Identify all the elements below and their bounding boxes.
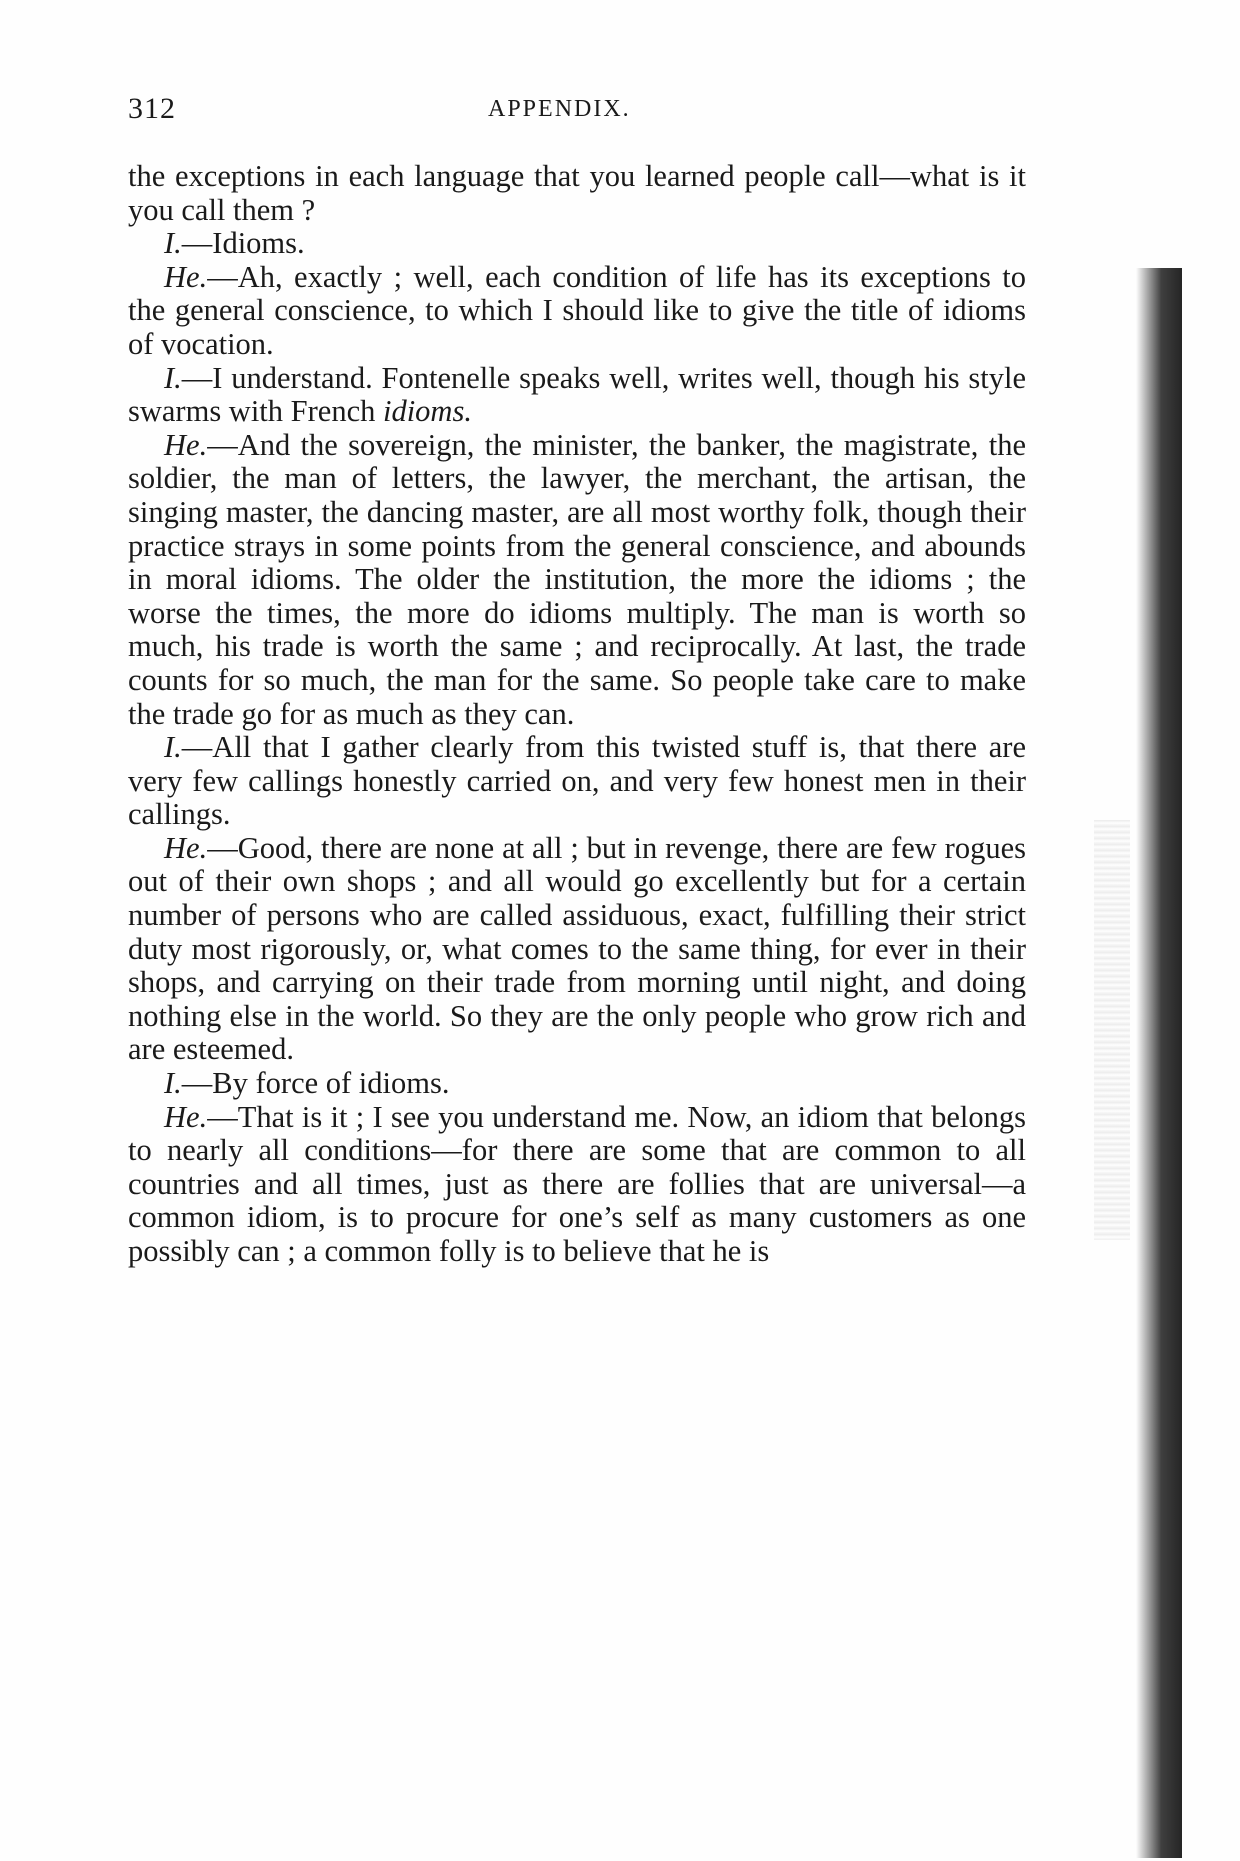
scan-shadow xyxy=(1094,820,1130,1240)
running-head xyxy=(128,92,1028,132)
speaker-label: He. xyxy=(164,427,208,462)
speaker-label: He. xyxy=(164,830,208,865)
body-text xyxy=(128,160,1026,1269)
paragraph-text: —And the sovereign, the minister, the banker, the magistrate, the soldier, the man of letters, the lawyer, the merchant, the artisan, the singing master, the dancing master, are all most worthy folk, though their practice strays in some points from the general conscience, and abounds in moral idioms. The older the institution, the more the idioms ; the worse the times, the more do idioms multiply. The man is worth so much, his trade is worth the same ; and reciprocally. At last, the trade counts for so much, the man for the same. So people take care to make the trade go for as much as they can. xyxy=(128,427,1026,731)
running-title: APPENDIX. xyxy=(488,96,631,122)
page-number: 312 xyxy=(128,92,176,125)
paragraph-text: —All that I gather clearly from this twisted stuff is, that there are very few callings honestly carried on, and very few honest men in their callings. xyxy=(128,730,1026,832)
speaker-label: He. xyxy=(164,259,208,294)
paragraph-text: —Good, there are none at all ; but in revenge, there are few rogues out of their own shops ; and all would go excellently but for a certain number of persons who are called assiduous, exact, fulfilling their strict duty most rigorously, or, what comes to the same thing, for ever in their shops, and carrying on their trade from morning until night, and doing nothing else in the world. So they are the only people who grow rich and are esteemed. xyxy=(128,830,1026,1067)
paragraph xyxy=(128,731,1026,832)
speaker-label: I. xyxy=(164,1066,182,1101)
paragraph xyxy=(128,832,1026,1067)
binding-edge-shadow xyxy=(1136,268,1182,1858)
speaker-label: I. xyxy=(164,360,182,395)
paragraph-text: —By force of idioms. xyxy=(181,1066,450,1101)
paragraph-text: —That is it ; I see you understand me. Now, an idiom that belongs to nearly all conditions—for there are some that are common to all countries and all times, just as there are follies that are universal—a common idiom, is to procure for one’s self as many customers as one possibly can ; a common folly is to believe that he is xyxy=(128,1099,1026,1268)
paragraph xyxy=(128,1101,1026,1269)
speaker-label: I. xyxy=(164,730,182,765)
paragraph xyxy=(128,362,1026,429)
paragraph xyxy=(128,1067,1026,1101)
italic-text: idioms. xyxy=(382,394,472,429)
paragraph xyxy=(128,261,1026,362)
paragraph xyxy=(128,227,1026,261)
paragraph-text: —Idioms. xyxy=(181,226,305,261)
paragraph xyxy=(128,429,1026,731)
paragraph-text: —I understand. Fontenelle speaks well, writes well, though his style swarms with French xyxy=(128,360,1026,429)
paragraph xyxy=(128,160,1026,227)
speaker-label: He. xyxy=(164,1099,208,1134)
paragraph-text: the exceptions in each language that you learned people call—what is it you call them ? xyxy=(128,159,1026,227)
paragraph-text: —Ah, exactly ; well, each condition of life has its exceptions to the general conscience, to which I should like to give the title of idioms of vocation. xyxy=(128,259,1026,361)
speaker-label: I. xyxy=(164,226,182,261)
